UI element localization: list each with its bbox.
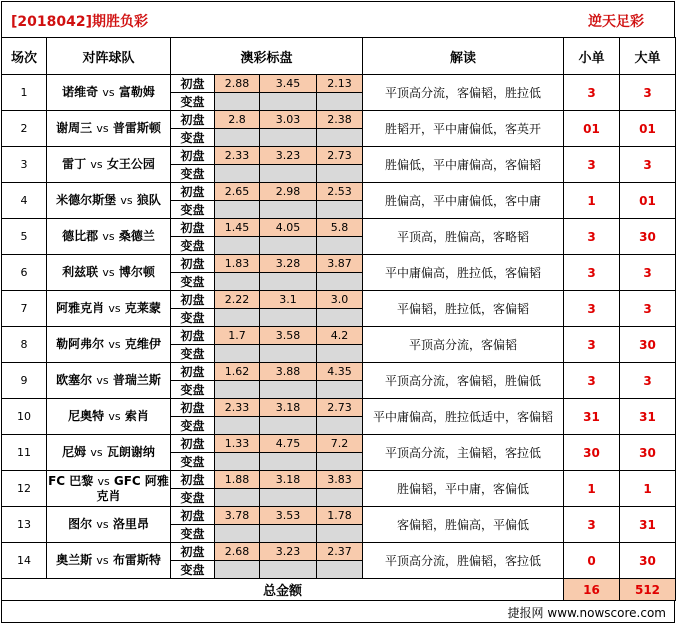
changed-odds-home <box>215 381 260 399</box>
changed-odds-draw <box>260 93 317 111</box>
table-row <box>2 111 676 129</box>
changed-odds-label: 变盘 <box>171 525 215 543</box>
changed-odds-draw <box>260 453 317 471</box>
match-number: 11 <box>2 435 47 471</box>
initial-odds-label: 初盘 <box>171 471 215 489</box>
small-pick: 1 <box>564 471 620 507</box>
changed-odds-label: 变盘 <box>171 201 215 219</box>
odds-away: 2.13 <box>317 75 363 93</box>
changed-odds-label: 变盘 <box>171 309 215 327</box>
away-team: 索肖 <box>124 409 149 423</box>
analysis-text: 平中庸偏高，胜拉低，客偏韬 <box>363 255 564 291</box>
vs-label: vs <box>96 122 109 135</box>
odds-away: 1.78 <box>317 507 363 525</box>
match-number: 9 <box>2 363 47 399</box>
changed-odds-label: 变盘 <box>171 93 215 111</box>
analysis-text: 平偏韬，胜拉低，客偏韬 <box>363 291 564 327</box>
small-pick: 3 <box>564 507 620 543</box>
big-pick: 30 <box>620 435 676 471</box>
match-number: 2 <box>2 111 47 147</box>
odds-draw: 2.98 <box>260 183 317 201</box>
changed-odds-draw <box>260 237 317 255</box>
source-url: www.nowscore.com <box>547 606 666 620</box>
small-pick: 3 <box>564 363 620 399</box>
changed-odds-away <box>317 93 363 111</box>
odds-away: 4.2 <box>317 327 363 345</box>
table-row <box>2 75 676 93</box>
table-row <box>2 219 676 237</box>
changed-odds-draw <box>260 417 317 435</box>
vs-label: vs <box>96 374 109 387</box>
odds-draw: 3.18 <box>260 471 317 489</box>
changed-odds-away <box>317 165 363 183</box>
match-number: 10 <box>2 399 47 435</box>
odds-draw: 3.03 <box>260 111 317 129</box>
changed-odds-away <box>317 129 363 147</box>
analysis-text: 平中庸偏高，胜拉低适中，客偏韬 <box>363 399 564 435</box>
table-row <box>2 507 676 525</box>
small-pick: 30 <box>564 435 620 471</box>
odds-draw: 3.88 <box>260 363 317 381</box>
away-team: 布雷斯特 <box>112 553 161 567</box>
changed-odds-home <box>215 561 260 579</box>
home-team: 雷丁 <box>62 157 87 171</box>
home-team: 米德尔斯堡 <box>56 193 117 207</box>
odds-home: 2.68 <box>215 543 260 561</box>
home-team: 尼姆 <box>62 445 87 459</box>
table-body <box>2 75 676 579</box>
match-teams <box>47 255 171 291</box>
home-team: 诺维奇 <box>62 85 99 99</box>
changed-odds-away <box>317 561 363 579</box>
away-team: 女王公园 <box>106 157 155 171</box>
vs-label: vs <box>90 158 103 171</box>
match-teams <box>47 399 171 435</box>
match-teams <box>47 219 171 255</box>
vs-label: vs <box>102 230 115 243</box>
home-team: 勒阿弗尔 <box>56 337 105 351</box>
changed-odds-away <box>317 345 363 363</box>
odds-home: 1.33 <box>215 435 260 453</box>
changed-odds-home <box>215 309 260 327</box>
sheet-footer <box>1 601 675 623</box>
vs-label: vs <box>120 194 133 207</box>
odds-draw: 3.58 <box>260 327 317 345</box>
vs-label: vs <box>96 554 109 567</box>
odds-draw: 3.23 <box>260 147 317 165</box>
changed-odds-label: 变盘 <box>171 129 215 147</box>
small-pick: 3 <box>564 219 620 255</box>
away-team: 富勒姆 <box>118 85 155 99</box>
analysis-text: 平顶高分流，主偏韬，客拉低 <box>363 435 564 471</box>
total-small: 16 <box>564 579 620 601</box>
odds-home: 2.22 <box>215 291 260 309</box>
source-label: 捷报网 <box>507 606 544 620</box>
initial-odds-label: 初盘 <box>171 363 215 381</box>
odds-home: 1.83 <box>215 255 260 273</box>
changed-odds-home <box>215 489 260 507</box>
initial-odds-label: 初盘 <box>171 543 215 561</box>
odds-away: 2.53 <box>317 183 363 201</box>
changed-odds-away <box>317 525 363 543</box>
changed-odds-home <box>215 453 260 471</box>
table-row <box>2 471 676 489</box>
small-pick: 31 <box>564 399 620 435</box>
table-row <box>2 363 676 381</box>
odds-draw: 3.18 <box>260 399 317 417</box>
match-teams <box>47 183 171 219</box>
changed-odds-home <box>215 93 260 111</box>
odds-home: 2.65 <box>215 183 260 201</box>
changed-odds-home <box>215 129 260 147</box>
big-pick: 1 <box>620 471 676 507</box>
match-number: 3 <box>2 147 47 183</box>
big-pick: 30 <box>620 543 676 579</box>
match-teams <box>47 291 171 327</box>
odds-away: 2.73 <box>317 399 363 417</box>
analysis-text: 胜偏低，平中庸偏高，客偏韬 <box>363 147 564 183</box>
big-pick: 3 <box>620 291 676 327</box>
changed-odds-draw <box>260 201 317 219</box>
odds-draw: 3.53 <box>260 507 317 525</box>
odds-draw: 3.1 <box>260 291 317 309</box>
source-credit <box>508 604 666 621</box>
analysis-text: 胜偏高，平中庸偏低，客中庸 <box>363 183 564 219</box>
match-teams <box>47 435 171 471</box>
away-team: 瓦朗谢纳 <box>106 445 155 459</box>
col-header-small: 小单 <box>564 38 620 75</box>
changed-odds-away <box>317 201 363 219</box>
match-teams <box>47 111 171 147</box>
big-pick: 3 <box>620 75 676 111</box>
initial-odds-label: 初盘 <box>171 291 215 309</box>
lottery-sheet <box>1 1 675 623</box>
away-team: 洛里昂 <box>112 517 149 531</box>
changed-odds-home <box>215 345 260 363</box>
analysis-text: 平顶高，胜偏高，客略韬 <box>363 219 564 255</box>
changed-odds-draw <box>260 129 317 147</box>
vs-label: vs <box>108 302 121 315</box>
changed-odds-label: 变盘 <box>171 345 215 363</box>
match-number: 13 <box>2 507 47 543</box>
home-team: 奥兰斯 <box>56 553 93 567</box>
away-team: 桑德兰 <box>118 229 155 243</box>
match-number: 4 <box>2 183 47 219</box>
big-pick: 30 <box>620 219 676 255</box>
odds-away: 3.83 <box>317 471 363 489</box>
away-team: 克莱蒙 <box>124 301 161 315</box>
odds-away: 2.73 <box>317 147 363 165</box>
changed-odds-home <box>215 201 260 219</box>
vs-label: vs <box>102 86 115 99</box>
changed-odds-label: 变盘 <box>171 273 215 291</box>
away-team: 狼队 <box>136 193 161 207</box>
changed-odds-away <box>317 489 363 507</box>
match-number: 12 <box>2 471 47 507</box>
initial-odds-label: 初盘 <box>171 435 215 453</box>
vs-label: vs <box>90 446 103 459</box>
odds-away: 3.0 <box>317 291 363 309</box>
vs-label: vs <box>96 518 109 531</box>
table-row <box>2 399 676 417</box>
match-number: 1 <box>2 75 47 111</box>
match-teams <box>47 507 171 543</box>
big-pick: 01 <box>620 183 676 219</box>
odds-draw: 3.23 <box>260 543 317 561</box>
changed-odds-away <box>317 309 363 327</box>
small-pick: 0 <box>564 543 620 579</box>
small-pick: 1 <box>564 183 620 219</box>
odds-home: 2.33 <box>215 147 260 165</box>
big-pick: 31 <box>620 399 676 435</box>
table-row <box>2 543 676 561</box>
match-teams <box>47 543 171 579</box>
initial-odds-label: 初盘 <box>171 75 215 93</box>
big-pick: 3 <box>620 147 676 183</box>
changed-odds-draw <box>260 489 317 507</box>
changed-odds-home <box>215 273 260 291</box>
changed-odds-label: 变盘 <box>171 417 215 435</box>
initial-odds-label: 初盘 <box>171 183 215 201</box>
table-row <box>2 435 676 453</box>
match-teams <box>47 327 171 363</box>
vs-label: vs <box>102 266 115 279</box>
changed-odds-draw <box>260 273 317 291</box>
changed-odds-draw <box>260 561 317 579</box>
changed-odds-draw <box>260 525 317 543</box>
initial-odds-label: 初盘 <box>171 327 215 345</box>
changed-odds-home <box>215 165 260 183</box>
small-pick: 3 <box>564 291 620 327</box>
odds-home: 2.88 <box>215 75 260 93</box>
table-row <box>2 147 676 165</box>
changed-odds-draw <box>260 309 317 327</box>
match-table <box>1 37 676 601</box>
changed-odds-draw <box>260 165 317 183</box>
big-pick: 01 <box>620 111 676 147</box>
match-teams <box>47 363 171 399</box>
col-header-match: 对阵球队 <box>47 38 171 75</box>
big-pick: 3 <box>620 363 676 399</box>
changed-odds-away <box>317 381 363 399</box>
issue-title: [2018042]期胜负彩 <box>11 14 148 30</box>
odds-away: 3.87 <box>317 255 363 273</box>
sheet-header <box>1 1 675 37</box>
odds-home: 3.78 <box>215 507 260 525</box>
vs-label: vs <box>97 474 110 488</box>
analysis-text: 平顶高分流，客偏韬，胜偏低 <box>363 363 564 399</box>
initial-odds-label: 初盘 <box>171 255 215 273</box>
odds-home: 2.8 <box>215 111 260 129</box>
odds-draw: 3.45 <box>260 75 317 93</box>
odds-away: 5.8 <box>317 219 363 237</box>
small-pick: 3 <box>564 255 620 291</box>
analysis-text: 胜偏韬，平中庸，客偏低 <box>363 471 564 507</box>
away-team: 博尔顿 <box>118 265 155 279</box>
match-number: 14 <box>2 543 47 579</box>
home-team: 利兹联 <box>62 265 99 279</box>
col-header-big: 大单 <box>620 38 676 75</box>
analysis-text: 平顶高分流，胜偏韬，客拉低 <box>363 543 564 579</box>
changed-odds-label: 变盘 <box>171 489 215 507</box>
home-team: 德比郡 <box>62 229 99 243</box>
odds-home: 1.7 <box>215 327 260 345</box>
table-row <box>2 327 676 345</box>
odds-draw: 3.28 <box>260 255 317 273</box>
changed-odds-label: 变盘 <box>171 381 215 399</box>
match-number: 8 <box>2 327 47 363</box>
home-team: FC 巴黎 <box>48 473 94 488</box>
small-pick: 3 <box>564 327 620 363</box>
odds-draw: 4.05 <box>260 219 317 237</box>
changed-odds-home <box>215 417 260 435</box>
total-row <box>2 579 676 601</box>
brand-name: 逆天足彩 <box>588 14 644 30</box>
away-team: 普雷斯顿 <box>112 121 161 135</box>
odds-home: 1.45 <box>215 219 260 237</box>
small-pick: 3 <box>564 147 620 183</box>
changed-odds-home <box>215 237 260 255</box>
match-teams <box>47 471 171 507</box>
match-number: 5 <box>2 219 47 255</box>
changed-odds-label: 变盘 <box>171 237 215 255</box>
initial-odds-label: 初盘 <box>171 219 215 237</box>
away-team: GFC 阿雅克肖 <box>96 473 169 503</box>
changed-odds-draw <box>260 345 317 363</box>
odds-home: 2.33 <box>215 399 260 417</box>
changed-odds-away <box>317 273 363 291</box>
analysis-text: 胜韬开，平中庸偏低，客英开 <box>363 111 564 147</box>
initial-odds-label: 初盘 <box>171 399 215 417</box>
odds-away: 7.2 <box>317 435 363 453</box>
changed-odds-label: 变盘 <box>171 561 215 579</box>
col-header-odds: 澳彩标盘 <box>171 38 363 75</box>
analysis-text: 客偏韬，胜偏高，平偏低 <box>363 507 564 543</box>
match-teams <box>47 147 171 183</box>
small-pick: 3 <box>564 75 620 111</box>
analysis-text: 平顶高分流，客偏韬 <box>363 327 564 363</box>
match-number: 7 <box>2 291 47 327</box>
initial-odds-label: 初盘 <box>171 147 215 165</box>
away-team: 普瑞兰斯 <box>112 373 161 387</box>
small-pick: 01 <box>564 111 620 147</box>
table-row <box>2 183 676 201</box>
changed-odds-away <box>317 237 363 255</box>
total-label: 总金额 <box>2 579 564 601</box>
odds-home: 1.62 <box>215 363 260 381</box>
table-header-row <box>2 38 676 75</box>
home-team: 尼奥特 <box>68 409 105 423</box>
col-header-analysis: 解读 <box>363 38 564 75</box>
col-header-no: 场次 <box>2 38 47 75</box>
total-big: 512 <box>620 579 676 601</box>
odds-away: 2.38 <box>317 111 363 129</box>
odds-away: 4.35 <box>317 363 363 381</box>
changed-odds-home <box>215 525 260 543</box>
changed-odds-away <box>317 417 363 435</box>
changed-odds-draw <box>260 381 317 399</box>
home-team: 图尔 <box>68 517 93 531</box>
odds-draw: 4.75 <box>260 435 317 453</box>
changed-odds-label: 变盘 <box>171 165 215 183</box>
initial-odds-label: 初盘 <box>171 507 215 525</box>
odds-home: 1.88 <box>215 471 260 489</box>
away-team: 克维伊 <box>124 337 161 351</box>
initial-odds-label: 初盘 <box>171 111 215 129</box>
table-row <box>2 291 676 309</box>
match-number: 6 <box>2 255 47 291</box>
table-row <box>2 255 676 273</box>
vs-label: vs <box>108 338 121 351</box>
odds-away: 2.37 <box>317 543 363 561</box>
home-team: 欧塞尔 <box>56 373 93 387</box>
vs-label: vs <box>108 410 121 423</box>
match-teams <box>47 75 171 111</box>
changed-odds-label: 变盘 <box>171 453 215 471</box>
big-pick: 30 <box>620 327 676 363</box>
big-pick: 31 <box>620 507 676 543</box>
analysis-text: 平顶高分流，客偏韬，胜拉低 <box>363 75 564 111</box>
changed-odds-away <box>317 453 363 471</box>
home-team: 谢周三 <box>56 121 93 135</box>
home-team: 阿雅克肖 <box>56 301 105 315</box>
big-pick: 3 <box>620 255 676 291</box>
